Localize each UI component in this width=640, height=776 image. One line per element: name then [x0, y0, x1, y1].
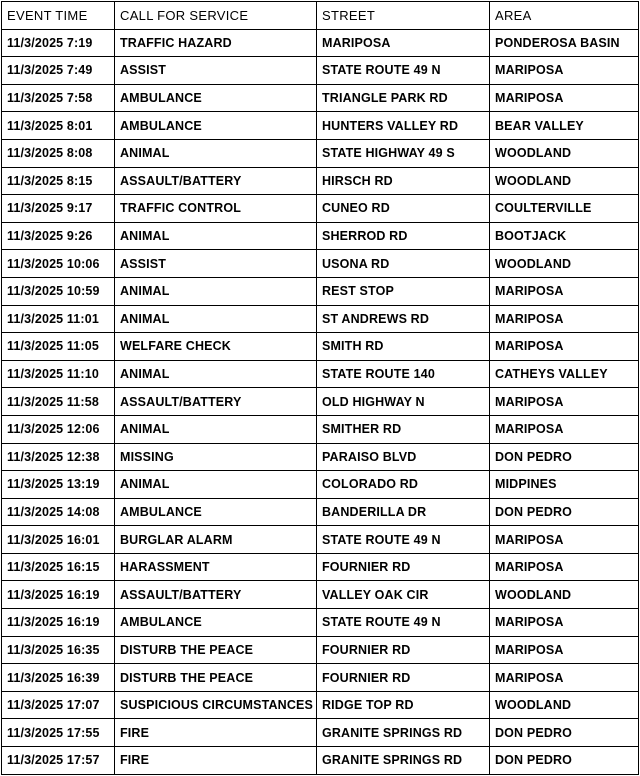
table-row: [2, 609, 639, 637]
cell-call-for-service: ANIMAL: [115, 415, 317, 443]
cell-event-time: 11/3/2025 17:55: [2, 719, 115, 747]
cell-street: FOURNIER RD: [317, 636, 490, 664]
cell-area: MARIPOSA: [490, 609, 639, 637]
cell-call-for-service: AMBULANCE: [115, 84, 317, 112]
table-row: [2, 277, 639, 305]
table-row: [2, 443, 639, 471]
table-row: [2, 57, 639, 85]
cell-call-for-service: TRAFFIC HAZARD: [115, 29, 317, 57]
cell-call-for-service: DISTURB THE PEACE: [115, 664, 317, 692]
cell-area: MARIPOSA: [490, 636, 639, 664]
table-row: [2, 84, 639, 112]
cell-street: VALLEY OAK CIR: [317, 581, 490, 609]
cell-event-time: 11/3/2025 16:15: [2, 553, 115, 581]
cell-area: WOODLAND: [490, 250, 639, 278]
table-body: [2, 29, 639, 774]
cell-street: SHERROD RD: [317, 222, 490, 250]
cell-event-time: 11/3/2025 11:05: [2, 333, 115, 361]
cell-area: DON PEDRO: [490, 498, 639, 526]
cell-street: STATE HIGHWAY 49 S: [317, 139, 490, 167]
table-row: [2, 388, 639, 416]
header-area: AREA: [490, 2, 639, 30]
cell-street: STATE ROUTE 49 N: [317, 526, 490, 554]
table-row: [2, 553, 639, 581]
cell-area: MARIPOSA: [490, 415, 639, 443]
cell-street: OLD HIGHWAY N: [317, 388, 490, 416]
cell-street: HUNTERS VALLEY RD: [317, 112, 490, 140]
cell-area: MARIPOSA: [490, 84, 639, 112]
cell-street: STATE ROUTE 140: [317, 360, 490, 388]
cell-call-for-service: ASSIST: [115, 57, 317, 85]
cell-street: FOURNIER RD: [317, 553, 490, 581]
cell-area: DON PEDRO: [490, 747, 639, 775]
table-row: [2, 29, 639, 57]
cell-event-time: 11/3/2025 7:19: [2, 29, 115, 57]
cell-call-for-service: ASSAULT/BATTERY: [115, 581, 317, 609]
cell-event-time: 11/3/2025 16:19: [2, 581, 115, 609]
table-row: [2, 691, 639, 719]
cell-street: BANDERILLA DR: [317, 498, 490, 526]
cell-street: SMITH RD: [317, 333, 490, 361]
cell-event-time: 11/3/2025 17:07: [2, 691, 115, 719]
cell-street: USONA RD: [317, 250, 490, 278]
cell-area: COULTERVILLE: [490, 195, 639, 223]
cell-area: DON PEDRO: [490, 719, 639, 747]
cell-area: CATHEYS VALLEY: [490, 360, 639, 388]
cell-street: REST STOP: [317, 277, 490, 305]
cell-area: WOODLAND: [490, 167, 639, 195]
cell-event-time: 11/3/2025 8:01: [2, 112, 115, 140]
table-row: [2, 581, 639, 609]
cell-event-time: 11/3/2025 16:19: [2, 609, 115, 637]
cell-call-for-service: DISTURB THE PEACE: [115, 636, 317, 664]
cell-street: CUNEO RD: [317, 195, 490, 223]
header-street: STREET: [317, 2, 490, 30]
cell-street: ST ANDREWS RD: [317, 305, 490, 333]
cell-area: MARIPOSA: [490, 553, 639, 581]
cell-area: WOODLAND: [490, 581, 639, 609]
cell-area: DON PEDRO: [490, 443, 639, 471]
cell-event-time: 11/3/2025 11:58: [2, 388, 115, 416]
cell-area: MARIPOSA: [490, 277, 639, 305]
cell-event-time: 11/3/2025 7:49: [2, 57, 115, 85]
table-row: [2, 471, 639, 499]
cell-street: COLORADO RD: [317, 471, 490, 499]
cell-area: MARIPOSA: [490, 333, 639, 361]
cell-event-time: 11/3/2025 10:06: [2, 250, 115, 278]
table-row: [2, 526, 639, 554]
cell-street: HIRSCH RD: [317, 167, 490, 195]
cell-area: MARIPOSA: [490, 57, 639, 85]
cell-call-for-service: AMBULANCE: [115, 498, 317, 526]
cell-street: STATE ROUTE 49 N: [317, 57, 490, 85]
header-event-time: EVENT TIME: [2, 2, 115, 30]
table-row: [2, 222, 639, 250]
cell-event-time: 11/3/2025 14:08: [2, 498, 115, 526]
cell-area: MARIPOSA: [490, 526, 639, 554]
table-row: [2, 112, 639, 140]
table-row: [2, 250, 639, 278]
cell-street: PARAISO BLVD: [317, 443, 490, 471]
cell-street: FOURNIER RD: [317, 664, 490, 692]
table-row: [2, 139, 639, 167]
cell-call-for-service: ASSIST: [115, 250, 317, 278]
calls-for-service-table: [1, 1, 639, 775]
cell-call-for-service: ANIMAL: [115, 360, 317, 388]
table-row: [2, 636, 639, 664]
cell-street: GRANITE SPRINGS RD: [317, 719, 490, 747]
table-row: [2, 498, 639, 526]
cell-area: MARIPOSA: [490, 305, 639, 333]
cell-call-for-service: ASSAULT/BATTERY: [115, 167, 317, 195]
cell-area: WOODLAND: [490, 139, 639, 167]
cell-event-time: 11/3/2025 12:38: [2, 443, 115, 471]
table-row: [2, 415, 639, 443]
header-call-for-service: CALL FOR SERVICE: [115, 2, 317, 30]
table-row: [2, 195, 639, 223]
cell-street: RIDGE TOP RD: [317, 691, 490, 719]
table-header: [2, 2, 639, 30]
table-row: [2, 305, 639, 333]
cell-event-time: 11/3/2025 11:10: [2, 360, 115, 388]
cell-street: STATE ROUTE 49 N: [317, 609, 490, 637]
table-row: [2, 167, 639, 195]
cell-area: WOODLAND: [490, 691, 639, 719]
cell-event-time: 11/3/2025 7:58: [2, 84, 115, 112]
cell-event-time: 11/3/2025 8:15: [2, 167, 115, 195]
cell-street: GRANITE SPRINGS RD: [317, 747, 490, 775]
cell-area: MIDPINES: [490, 471, 639, 499]
cell-call-for-service: ANIMAL: [115, 222, 317, 250]
cell-event-time: 11/3/2025 10:59: [2, 277, 115, 305]
table-row: [2, 664, 639, 692]
cell-call-for-service: BURGLAR ALARM: [115, 526, 317, 554]
cell-call-for-service: SUSPICIOUS CIRCUMSTANCES: [115, 691, 317, 719]
cell-area: MARIPOSA: [490, 664, 639, 692]
cell-event-time: 11/3/2025 16:39: [2, 664, 115, 692]
table-row: [2, 747, 639, 775]
cell-event-time: 11/3/2025 16:01: [2, 526, 115, 554]
cell-call-for-service: AMBULANCE: [115, 112, 317, 140]
cell-call-for-service: WELFARE CHECK: [115, 333, 317, 361]
cell-event-time: 11/3/2025 8:08: [2, 139, 115, 167]
cell-area: BEAR VALLEY: [490, 112, 639, 140]
cell-call-for-service: AMBULANCE: [115, 609, 317, 637]
cell-event-time: 11/3/2025 9:17: [2, 195, 115, 223]
cell-call-for-service: ANIMAL: [115, 277, 317, 305]
cell-area: PONDEROSA BASIN: [490, 29, 639, 57]
cell-event-time: 11/3/2025 12:06: [2, 415, 115, 443]
cell-event-time: 11/3/2025 9:26: [2, 222, 115, 250]
cell-call-for-service: FIRE: [115, 719, 317, 747]
cell-call-for-service: ANIMAL: [115, 471, 317, 499]
table-row: [2, 360, 639, 388]
cell-call-for-service: FIRE: [115, 747, 317, 775]
cell-street: TRIANGLE PARK RD: [317, 84, 490, 112]
cell-area: BOOTJACK: [490, 222, 639, 250]
cell-call-for-service: ANIMAL: [115, 305, 317, 333]
header-row: [2, 2, 639, 30]
cell-street: MARIPOSA: [317, 29, 490, 57]
cell-call-for-service: ANIMAL: [115, 139, 317, 167]
cell-area: MARIPOSA: [490, 388, 639, 416]
cell-event-time: 11/3/2025 17:57: [2, 747, 115, 775]
cell-event-time: 11/3/2025 11:01: [2, 305, 115, 333]
cell-street: SMITHER RD: [317, 415, 490, 443]
cell-call-for-service: MISSING: [115, 443, 317, 471]
cell-event-time: 11/3/2025 13:19: [2, 471, 115, 499]
cell-call-for-service: TRAFFIC CONTROL: [115, 195, 317, 223]
cell-call-for-service: HARASSMENT: [115, 553, 317, 581]
table-row: [2, 333, 639, 361]
table-row: [2, 719, 639, 747]
cell-call-for-service: ASSAULT/BATTERY: [115, 388, 317, 416]
cell-event-time: 11/3/2025 16:35: [2, 636, 115, 664]
